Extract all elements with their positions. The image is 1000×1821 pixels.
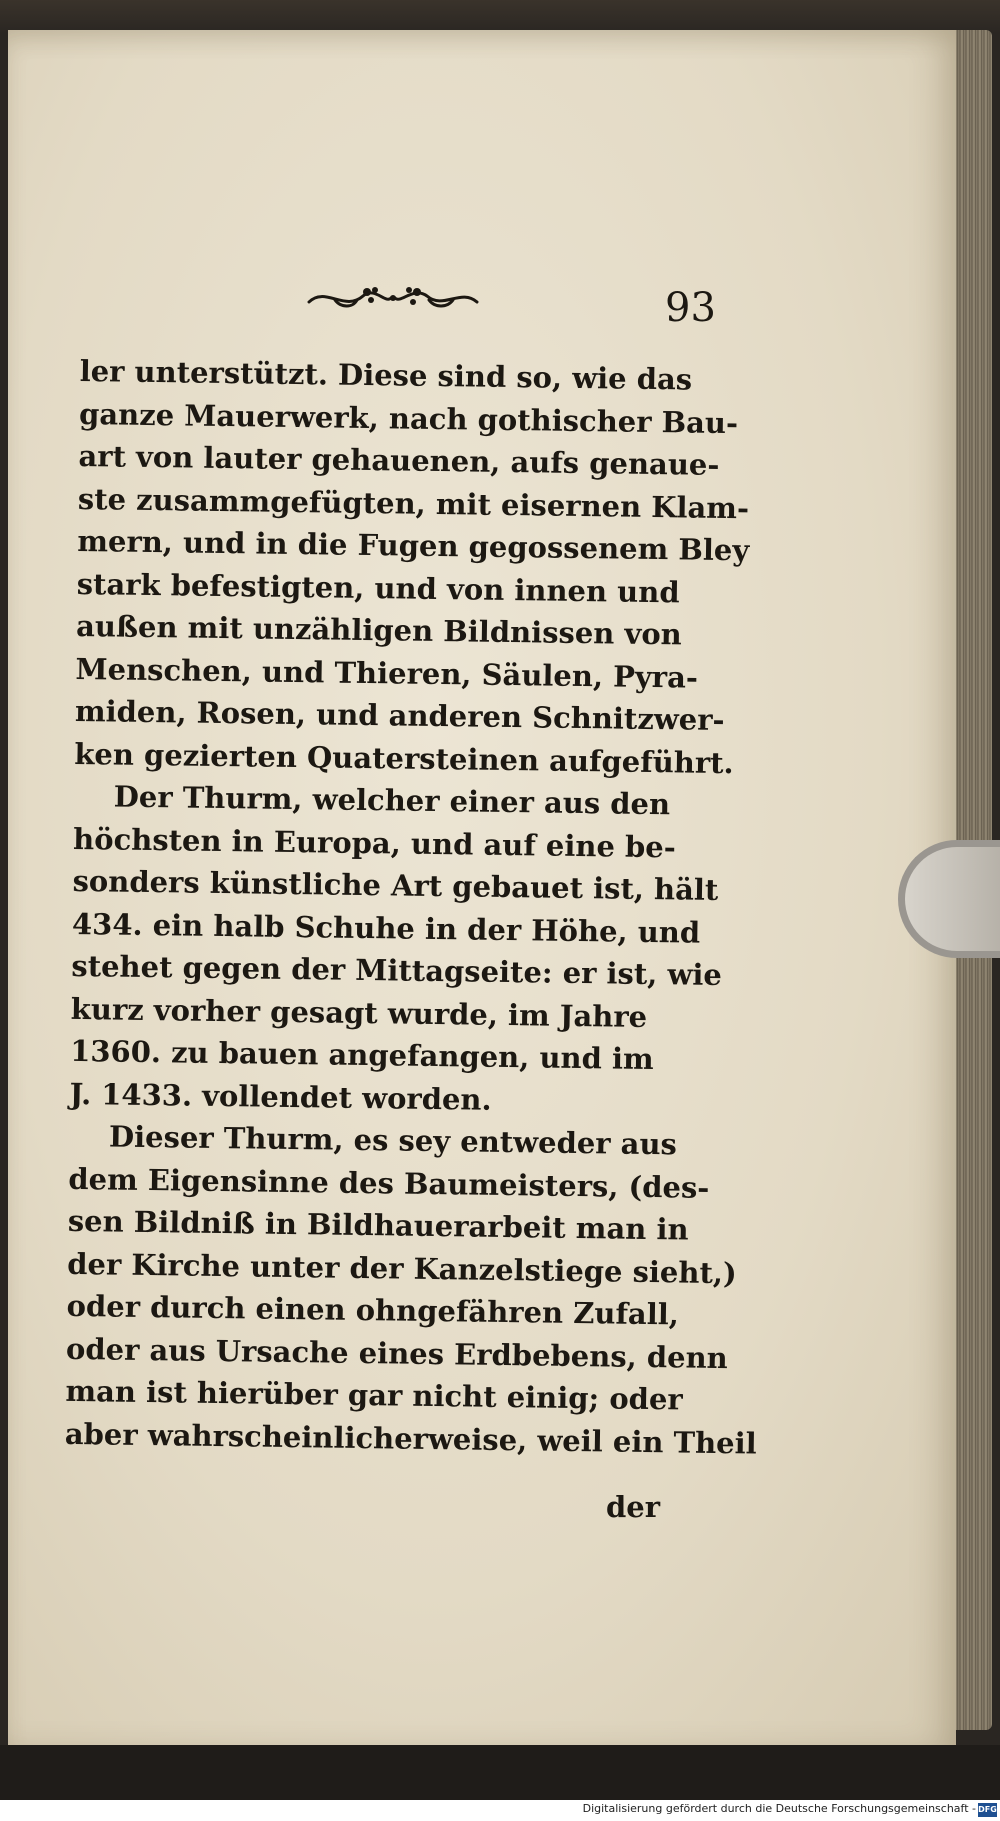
text-line: höchsten in Europa, und auf eine be-: [72, 821, 677, 864]
text-line: oder durch einen ohngefähren Zufall,: [66, 1288, 680, 1332]
book-bottom-edge: [0, 1745, 1000, 1800]
text-line: Menschen, und Thieren, Säulen, Pyra-: [75, 651, 699, 695]
text-line: ler unterstützt. Diese sind so, wie das: [79, 353, 693, 397]
text-line: ganze Mauerwerk, nach gothischer Bau-: [78, 396, 739, 440]
digitization-credit-bar: [0, 1800, 1000, 1821]
text-line: art von lauter gehauenen, aufs genaue-: [78, 438, 720, 482]
paragraph-start-line: Der Thurm, welcher einer aus den: [113, 779, 671, 822]
text-line: stehet gegen der Mittagseite: er ist, wie: [71, 948, 723, 993]
body-text: [64, 350, 757, 1464]
ornament-svg: [305, 278, 481, 318]
page-number: 93: [665, 285, 716, 331]
text-line: aber wahrscheinlicherweise, weil ein Theil: [64, 1416, 757, 1461]
floral-ornament-icon: [305, 278, 481, 318]
text-line: 1360. zu bauen angefangen, und im: [69, 1033, 654, 1077]
text-line: außen mit unzähligen Bildnissen von: [75, 608, 683, 652]
credit-text: Digitalisierung gefördert durch die Deutsche Forschungsgemeinschaft -: [582, 1802, 976, 1815]
text-line: miden, Rosen, und anderen Schnitzwer-: [74, 693, 725, 738]
text-line: ken gezierten Quatersteinen aufgeführt.: [74, 736, 734, 780]
text-line: dem Eigensinne des Baumeisters, (des-: [68, 1161, 710, 1205]
dfg-logo: DFG: [978, 1803, 997, 1817]
text-line: oder aus Ursache eines Erdbebens, denn: [65, 1331, 728, 1375]
text-line: sonders künstliche Art gebauet ist, hält: [72, 863, 719, 907]
book-top-edge: [0, 0, 1000, 34]
catchword: der: [606, 1490, 661, 1524]
text-line: man ist hierüber gar nicht einig; oder: [65, 1373, 683, 1417]
text-line: 434. ein halb Schuhe in der Höhe, und: [71, 906, 701, 950]
paragraph-start-line: Dieser Thurm, es sey entweder aus: [108, 1119, 678, 1162]
text-line: stark befestigten, und von innen und: [76, 566, 680, 609]
text-line: der Kirche unter der Kanzelstiege sieht,): [67, 1246, 737, 1290]
text-line: sen Bildniß in Bildhauerarbeit man in: [67, 1203, 689, 1247]
text-line: J. 1433. vollendet worden.: [69, 1076, 492, 1117]
text-line: ste zusammgefügten, mit eisernen Klam-: [77, 481, 750, 525]
text-line: kurz vorher gesagt wurde, im Jahre: [70, 991, 648, 1034]
text-line: mern, und in die Fugen gegossenem Bley: [77, 523, 750, 568]
